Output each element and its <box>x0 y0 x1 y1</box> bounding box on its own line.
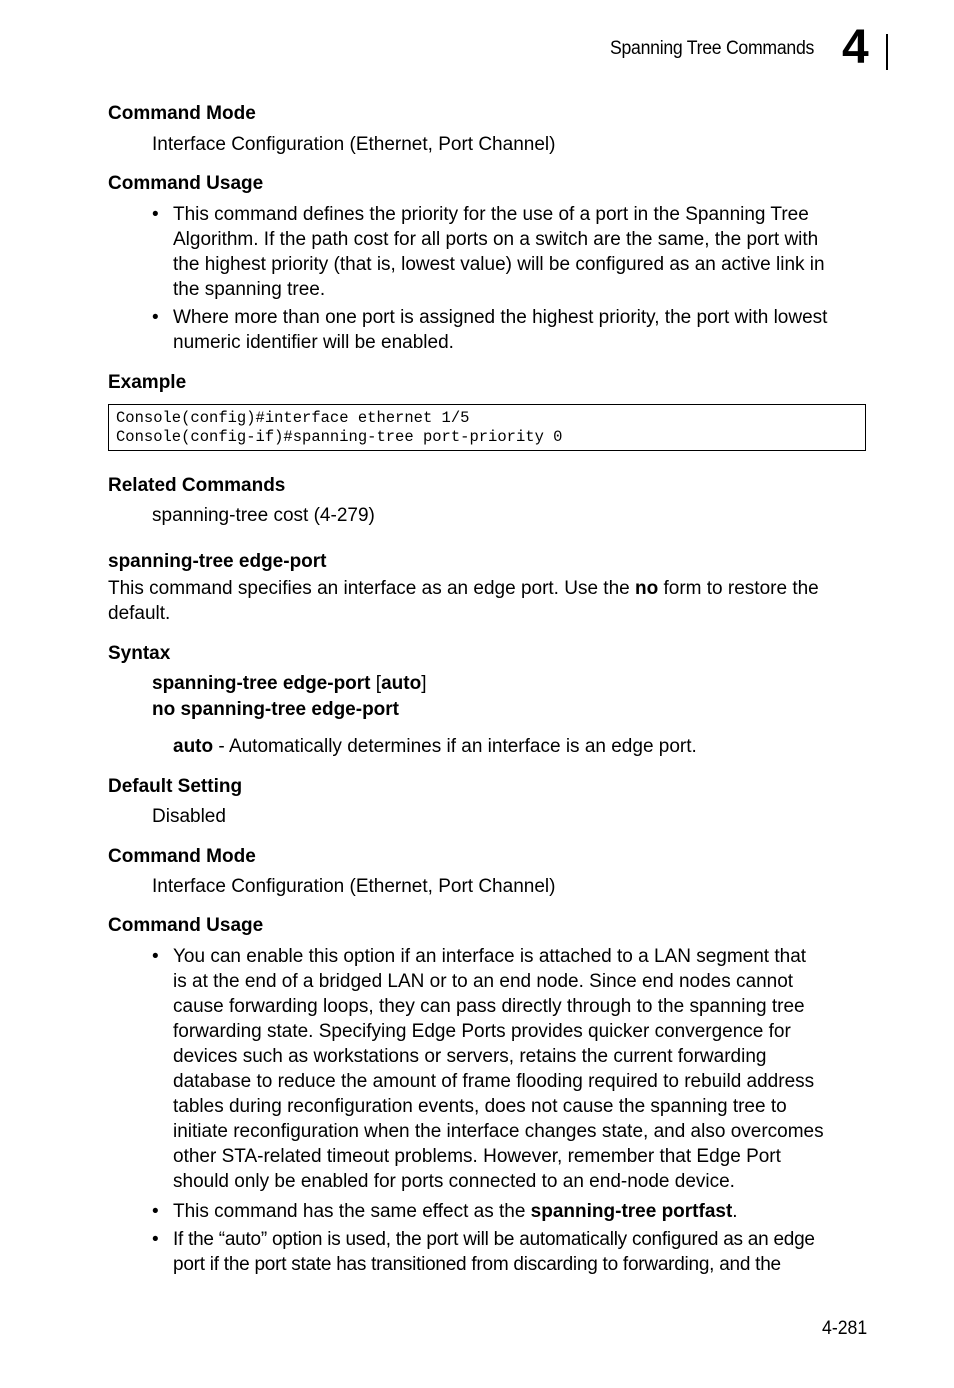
usage-keyword: spanning-tree portfast <box>530 1201 733 1222</box>
usage-line: should only be enabled for ports connected to an end-node device. <box>173 1171 735 1192</box>
default-setting-heading: Default Setting <box>108 776 243 797</box>
parameter-name: auto <box>173 736 214 757</box>
code-line: Console(config)#interface ethernet 1/5 <box>116 409 470 427</box>
related-command-link[interactable]: spanning-tree cost (4-279) <box>152 505 375 526</box>
command-usage-heading: Command Usage <box>108 915 264 936</box>
usage-line: cause forwarding loops, they can pass directly through to the spanning tree <box>173 996 805 1017</box>
syntax-option: auto <box>381 673 422 694</box>
usage-line: Algorithm. If the path cost for all ports on a switch are the same, the port with <box>173 229 819 250</box>
usage-line: initiate reconfiguration when the interface changes state, and also overcomes <box>173 1121 824 1142</box>
usage-line: database to reduce the amount of frame flooding required to rebuild address <box>173 1071 815 1092</box>
description-text: form to restore the <box>658 578 819 599</box>
command-description <box>108 576 878 626</box>
usage-line: Where more than one port is assigned the highest priority, the port with lowest <box>173 307 828 328</box>
usage-line: the highest priority (that is, lowest value) will be configured as an active link in <box>173 254 825 275</box>
command-mode-text: Interface Configuration (Ethernet, Port Channel) <box>152 134 556 155</box>
usage-line: forwarding state. Specifying Edge Ports provides quicker convergence for <box>173 1021 791 1042</box>
usage-line: is at the end of a bridged LAN or to an end node. Since end nodes cannot <box>173 971 794 992</box>
description-keyword: no <box>635 578 659 599</box>
running-header-title: Spanning Tree Commands <box>610 38 815 59</box>
parameter-text: - Automatically determines if an interface is an edge port. <box>213 736 697 757</box>
syntax-line <box>152 671 426 696</box>
syntax-command: spanning-tree edge-port <box>152 673 371 694</box>
syntax-line <box>152 697 399 722</box>
usage-line: This command defines the priority for the use of a port in the Spanning Tree <box>173 204 809 225</box>
chapter-divider <box>886 34 888 70</box>
syntax-command: no spanning-tree edge-port <box>152 699 399 720</box>
usage-line: devices such as workstations or servers, retains the current forwarding <box>173 1046 767 1067</box>
usage-line: numeric identifier will be enabled. <box>173 332 454 353</box>
command-title: spanning-tree edge-port <box>108 551 327 572</box>
bullet-marker: • <box>152 946 159 967</box>
usage-line: tables during reconfiguration events, does not cause the spanning tree to <box>173 1096 787 1117</box>
chapter-number: 4 <box>842 21 869 74</box>
usage-line: This command has the same effect as the <box>173 1201 531 1222</box>
usage-line: If the “auto” option is used, the port will be automatically configured as an edge <box>173 1229 815 1250</box>
code-line: Console(config-if)#spanning-tree port-priority 0 <box>116 428 563 446</box>
bullet-marker: • <box>152 307 159 328</box>
command-usage-heading: Command Usage <box>108 173 264 194</box>
default-setting-text: Disabled <box>152 806 226 827</box>
bullet-marker: • <box>152 204 159 225</box>
parameter-description <box>173 734 697 759</box>
syntax-bracket: [ <box>370 673 382 694</box>
command-mode-heading: Command Mode <box>108 103 256 124</box>
description-text: This command specifies an interface as an edge port. Use the <box>108 578 635 599</box>
syntax-heading: Syntax <box>108 643 171 664</box>
usage-line: You can enable this option if an interface is attached to a LAN segment that <box>173 946 807 967</box>
syntax-bracket: ] <box>421 673 427 694</box>
example-code-block <box>108 404 866 451</box>
bullet-marker: • <box>152 1229 159 1250</box>
example-heading: Example <box>108 372 187 393</box>
bullet-marker: • <box>152 1201 159 1222</box>
description-text: default. <box>108 603 171 624</box>
usage-line: the spanning tree. <box>173 279 326 300</box>
page-number: 4-281 <box>822 1318 868 1339</box>
related-commands-heading: Related Commands <box>108 475 286 496</box>
command-mode-heading: Command Mode <box>108 846 256 867</box>
usage-line: other STA-related timeout problems. However, remember that Edge Port <box>173 1146 781 1167</box>
usage-line: port if the port state has transitioned from discarding to forwarding, and the <box>173 1254 781 1275</box>
command-mode-text: Interface Configuration (Ethernet, Port Channel) <box>152 876 556 897</box>
usage-line: . <box>732 1201 738 1222</box>
